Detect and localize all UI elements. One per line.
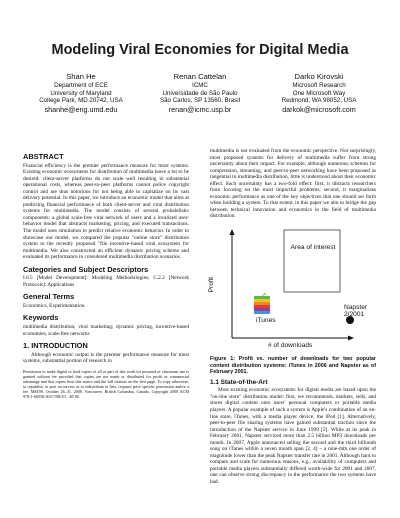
left-column: [23, 148, 189, 400]
author-affiliation-line: ICMC: [192, 82, 208, 89]
abstract-text: Financial efficiency is the premier performance measure for most systems. Existing economic ecosystems for distribution of multimedia leave a lot to be desired: client-server platforms do not scale well resulting in substantial operational costs, whereas peer-to-peer platforms cannot police copyright control and are thus notorious for not being able to capitalize on its vast delivery potential. In this paper, we introduce an economic model that aims at predicting financial performance of both client-server and viral distribution systems for multimedia. The model consists of several probabilistic components: a global scale-free viral network of users and a localized user-behavior model that abstracts marketing, pricing, and executed transactions. The model uses simulation to predict relative economic behavior. In order to showcase our model, we compared the popular "online store" distribution system to the recently proposed "file incentive-based viral ecosystem for multimedia. We also constructed an efficient dynamic pricing scheme and evaluated its performance in considered multimedia distribution scenarios.: [23, 162, 189, 261]
author-email: shanhe@eng.umd.edu: [44, 104, 118, 114]
general-terms-text: Economics, Experimentation: [23, 302, 85, 309]
author-name: Shan He: [66, 72, 96, 81]
author-affiliation-line: São Carlos, SP 13560, Brasil: [159, 97, 241, 105]
keywords-text: multimedia distribution; viral marketing; dynamic pricing, incentive-based economies, scale-free networks: [23, 324, 189, 337]
author-affiliation-line: Universidade de São Paulo: [162, 89, 238, 97]
author-block: [22, 72, 378, 114]
categories-heading: Categories and Subject Descriptors: [23, 264, 149, 274]
section-text: Most existing economic ecosystems for digital media are based upon the "on-line store" distribution model: first, we recommends, markets, sells, and stores digital content onto users' personal computers or portable media players. A popular example of such a system is Apple's combination of an on-line store, iTunes, with a media player device, the iPod [1]. Alternatively, peer-to-peer file sharing systems have gained substantial traction since the introduction of the Napster service in June 1999 [2]. While at its peak in February 2001, Napster serviced more than 2.5 billion MP3 downloads per month. In 2007, Apple announced selling the second and the third billionth song on iTunes within a seven month span [2, 4] – a nine-mth one order of magnitude lower than the peak Napster transfer rate in 2001. Although hard to compare and scale for numerous reasons, e.g., availability of computers and portable media players substantially differed worth-wide for 2001 and 2007, one can observe strong discrepancy in the performance the two systems have had.: [210, 387, 376, 485]
author-email: renan@icmc.usp.br: [168, 104, 232, 114]
intro-continuation: multimedia is not evaluated from the economic perspective. Not surprisingly, most proposed systems for delivery of multimedia suffer from strong uncertainty about their impact. For example, although numerous schemes for compression, streaming, and peer-to-peer networking have been proposed as tangential to multimedia distribution, little is understood about their economic effect. Such uncertainty has a two-fold effect: first, it distracts researchers from focusing on the most impactful problems; second, it marginalizes economic performance as one of the key objectives that one should set forth when building a system. To that extent, in this paper we aim to bridge the gap between technical innovation and economics in the field of multimedia distribution.: [210, 148, 376, 220]
y-axis-label: Profit: [207, 277, 215, 293]
introduction-heading: 1. INTRODUCTION: [23, 341, 88, 351]
copyright-notice: Permission to make digital or hard copies of all or part of this work for personal or classroom use is granted without fee provided that copies are not made or distributed for profit or commercial advantage and that copies bear this notice and the full citation on the first page. To copy otherwise, to republish, to post on servers or to redistribute to lists, requires prior specific permission and/or a fee. MM'08, October 26–31, 2008, Vancouver, British Columbia, Canada. Copyright 2008 ACM 978-1-60558-303-7/08/10 ...$5.00.: [23, 368, 189, 400]
keywords-heading: Keywords: [23, 313, 59, 323]
area-of-interest-label: Area of interest: [290, 244, 336, 252]
author-affiliation-line: Redmond, WA 98052, USA: [281, 97, 357, 105]
author-name: Darko Kirovski: [294, 72, 344, 81]
author-email: darkok@microsoft.com: [282, 104, 356, 114]
napster-label: Napster 2/2001: [344, 304, 368, 319]
introduction-text: Although economic output is the premier performance measure for most systems, substantial portion of research in: [23, 351, 189, 365]
author-2: [141, 72, 259, 114]
author-affiliation-line: Microsoft Research: [292, 82, 346, 89]
author-1: [22, 72, 140, 114]
author-affiliation-line: University of Maryland: [50, 89, 112, 97]
x-axis-arrow: [348, 336, 354, 341]
author-affiliation-line: One Microsoft Way: [292, 89, 346, 97]
y-axis-arrow: [230, 229, 235, 235]
apple-logo-icon: [254, 293, 270, 314]
abstract-heading: ABSTRACT: [23, 152, 64, 161]
general-terms-heading: General Terms: [23, 292, 75, 302]
paper-title: Modeling Viral Economies for Digital Media: [51, 42, 349, 58]
author-affiliation-line: College Park, MD 20742, USA: [39, 97, 123, 105]
figure-1-caption: Figure 1: Profit vs. number of downloads for two popular content distribution systems: iTunes in 2006 and Napster as of February 2001.: [210, 356, 376, 376]
x-axis-label: # of downloads: [268, 342, 313, 350]
right-column: [207, 148, 376, 487]
author-3: [260, 72, 378, 114]
author-name: Renan Cattelan: [173, 72, 227, 81]
figure-1: [207, 226, 376, 354]
area-of-interest-box: [284, 230, 340, 292]
author-affiliation-line: Department of ECE: [54, 82, 108, 89]
categories-text: I.6.5 [Model Development]: Modeling Methodologies; C.2.2 [Network Protocols]: Applications: [23, 275, 189, 288]
itunes-label: iTunes: [256, 317, 276, 325]
section-heading: 1.1 State-of-the-Art: [210, 378, 268, 386]
